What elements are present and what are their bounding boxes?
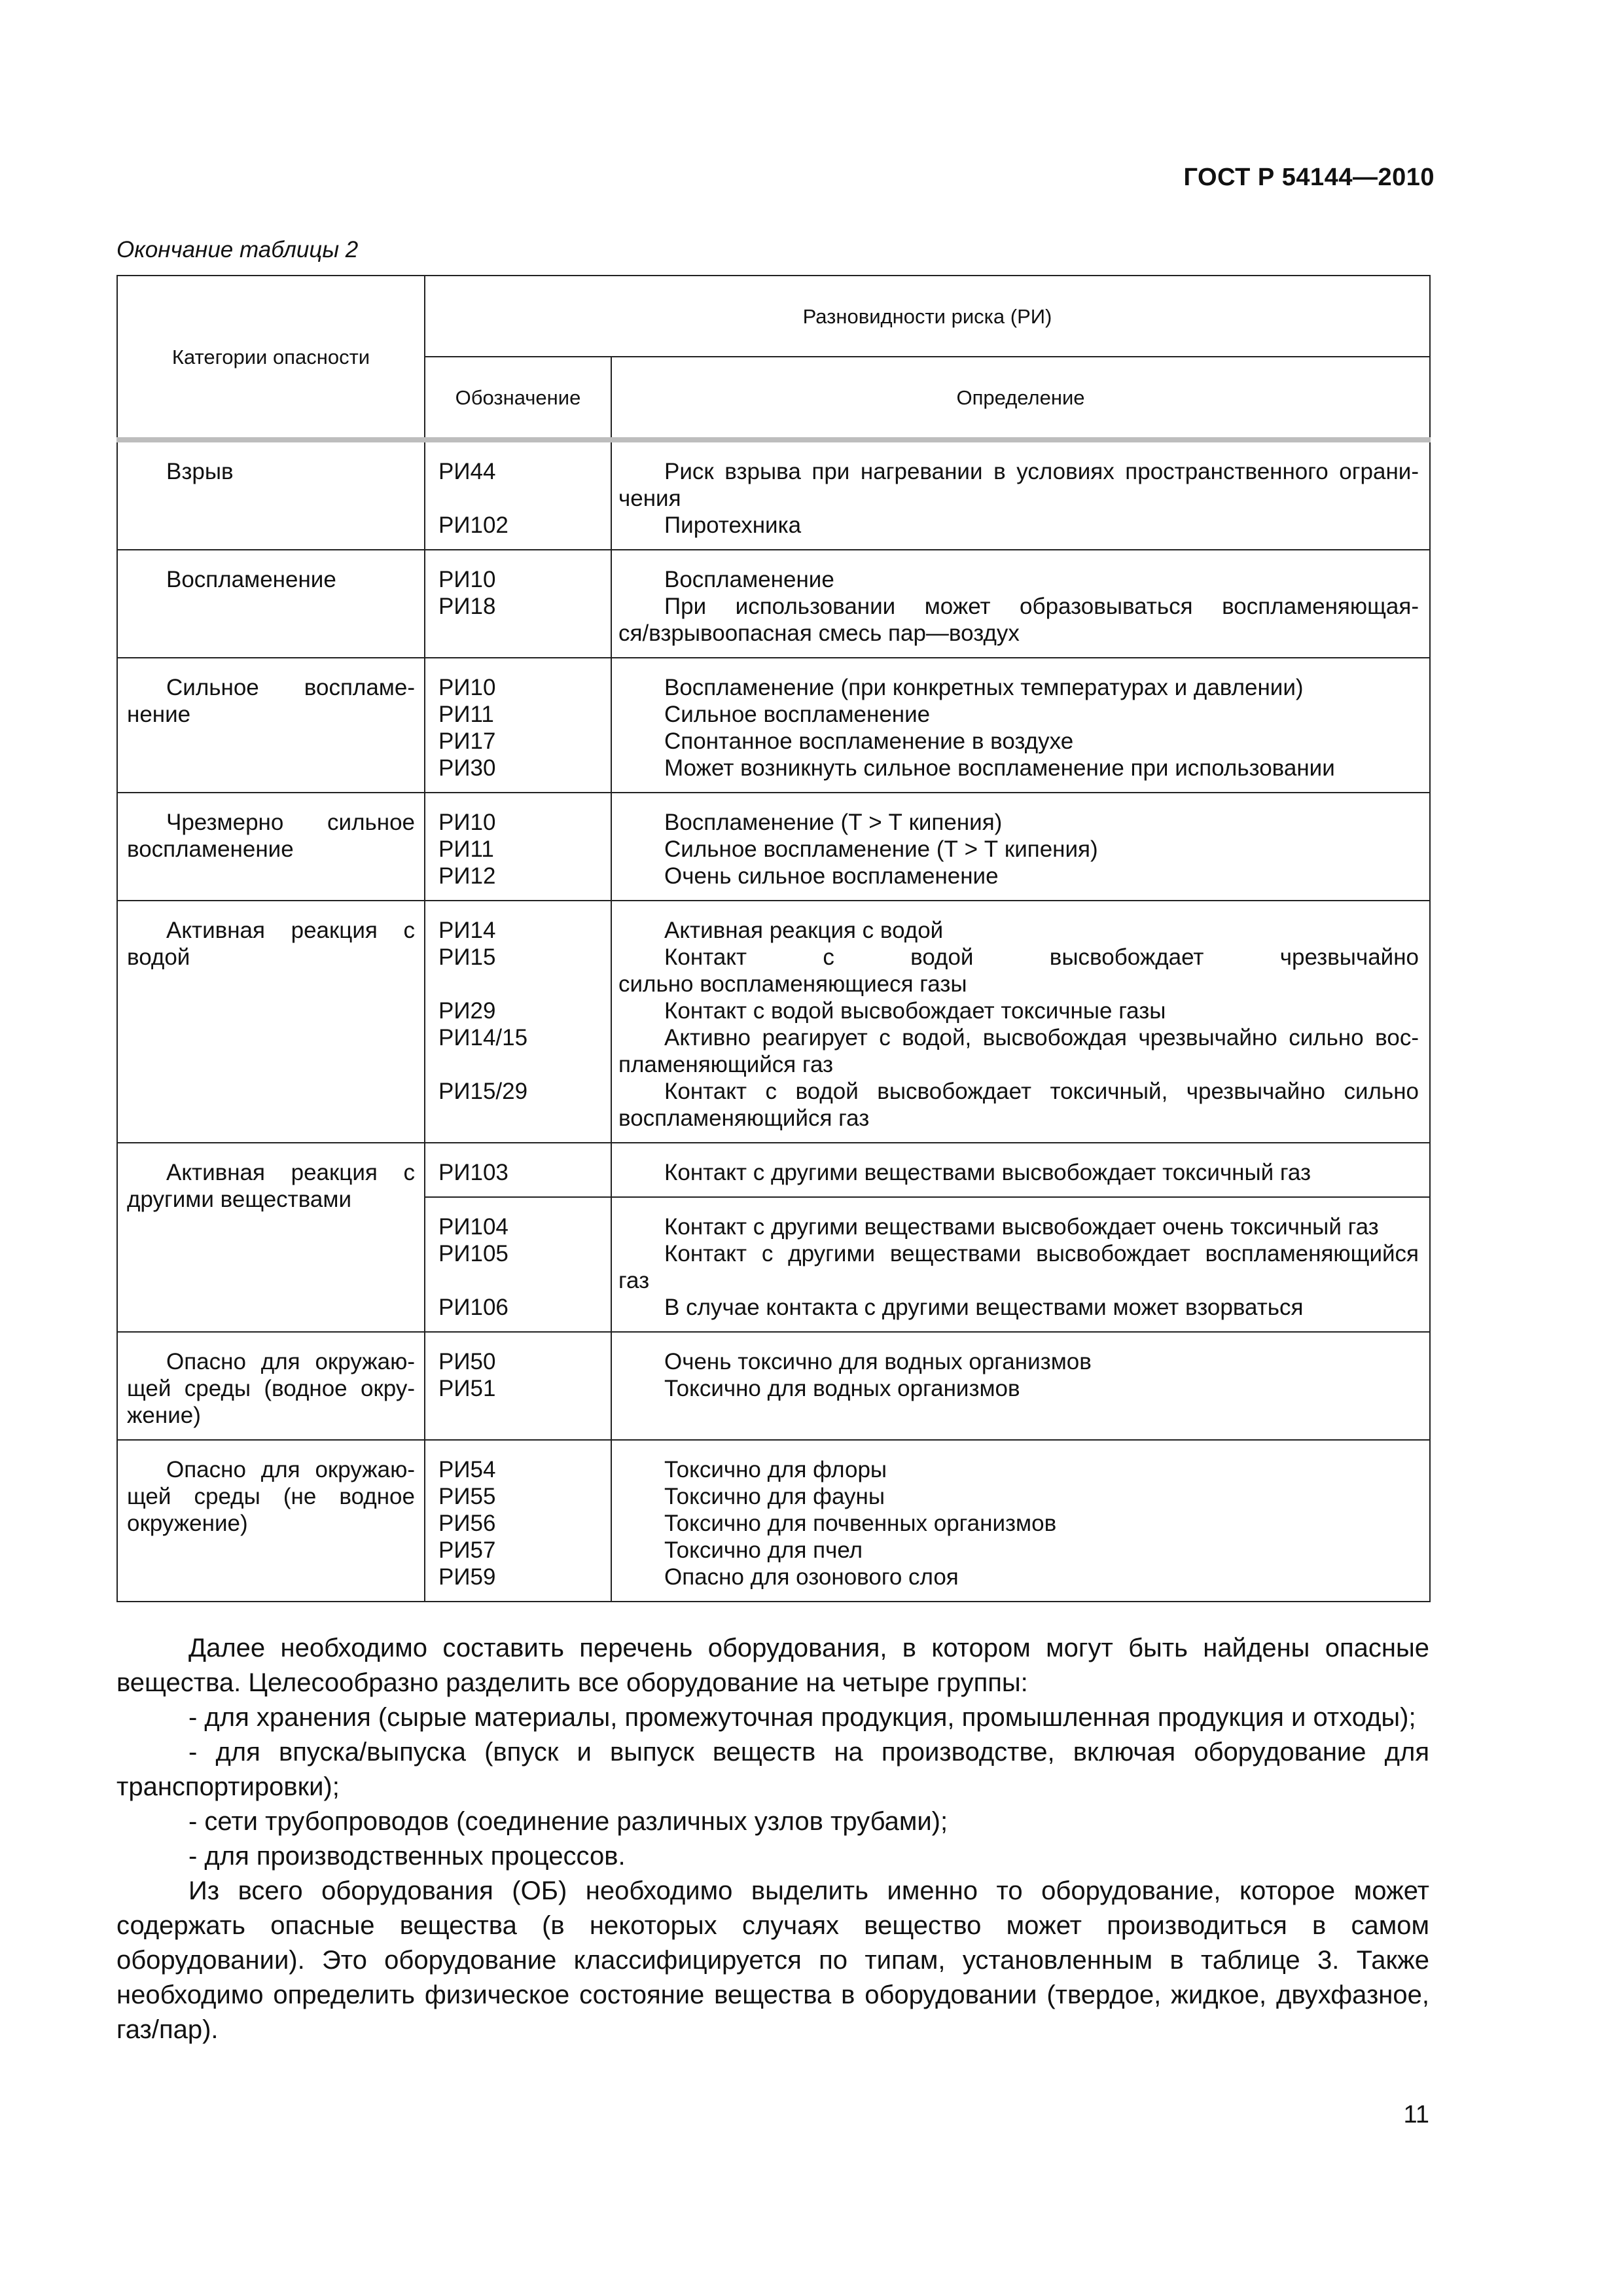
table-row: [117, 550, 1430, 658]
risk-definition-line: Спонтанное воспламенение в воздухе: [664, 728, 1074, 754]
risk-code: РИ55: [438, 1484, 496, 1509]
definition-cell: [611, 440, 1430, 550]
risk-definition-line: Воспламенение: [664, 567, 834, 592]
risk-code: [438, 1267, 597, 1294]
table-row: [117, 1332, 1430, 1440]
risk-code: РИ11: [438, 836, 494, 862]
risk-definition-line: Очень токсично для водных организмов: [664, 1349, 1092, 1374]
risk-definition-line: Токсично для водных организмов: [664, 1376, 1020, 1401]
risk-definition-line: Может возникнуть сильное воспламенение при использовании: [664, 755, 1335, 781]
risk-code: РИ104: [438, 1214, 508, 1240]
list-item: - сети трубопроводов (соединение различных узлов трубами);: [188, 1807, 948, 1836]
risk-code: РИ17: [438, 728, 496, 754]
risk-definition-line: Токсично для фауны: [664, 1484, 885, 1509]
risk-code: [438, 620, 597, 647]
hazard-category-label: Чрезмерно сильное воспламенение: [127, 810, 415, 862]
risk-definition-line: Токсично для почвенных организмов: [664, 1511, 1057, 1536]
risk-definition-line: газ: [618, 1268, 650, 1293]
definition-cell: [611, 1440, 1430, 1602]
risk-definition-line: Активная реакция с водой: [664, 918, 944, 943]
risk-definition-line: воспламеняющийся газ: [618, 1105, 870, 1131]
list-item: - для впуска/выпуска (впуск и выпуск веществ на производстве, включая оборудование для транспортировки);: [116, 1738, 1429, 1801]
code-cell: [425, 440, 611, 550]
risk-code: РИ51: [438, 1376, 496, 1401]
header-category: Категории опасности: [117, 276, 425, 440]
risk-code: РИ30: [438, 755, 496, 781]
body-text: [116, 1631, 1429, 2047]
hazard-category-label: Взрыв: [166, 459, 234, 484]
table-row: [117, 901, 1430, 1143]
risk-code: РИ105: [438, 1241, 508, 1266]
risk-definition-line: Риск взрыва при нагревании в условиях пространственного ограни-: [664, 459, 1419, 484]
table-row: [117, 1143, 1430, 1197]
definition-cell: [611, 1197, 1430, 1332]
hazard-category: [117, 658, 425, 793]
code-cell: [425, 1332, 611, 1440]
risk-definition-line: Контакт с другими веществами высвобождает токсичный газ: [664, 1160, 1311, 1185]
table-row: [117, 658, 1430, 793]
hazard-category-label: Сильное воспламе-нение: [127, 675, 415, 727]
risk-code: РИ11: [438, 702, 494, 727]
risk-definition-line: чения: [618, 486, 681, 511]
table-caption: Окончание таблицы 2: [116, 237, 359, 262]
page-number: 11: [1403, 2101, 1429, 2128]
risk-definition-line: Активно реагирует с водой, высвобождая чрезвычайно сильно вос-: [664, 1025, 1419, 1050]
risk-code: [438, 971, 597, 997]
risk-code: [438, 1105, 597, 1132]
list-item: - для хранения (сырые материалы, промежуточная продукция, промышленная продукция и отходы);: [188, 1703, 1416, 1732]
risk-code: РИ29: [438, 998, 496, 1024]
paragraph: Далее необходимо составить перечень оборудования, в котором могут быть найдены опасные вещества. Целесообразно разделить все оборудование на четыре группы:: [116, 1634, 1429, 1697]
risk-definition-line: Токсично для флоры: [664, 1457, 887, 1482]
risk-code: РИ56: [438, 1511, 496, 1536]
code-cell: [425, 793, 611, 901]
code-cell: [425, 1440, 611, 1602]
definition-cell: [611, 658, 1430, 793]
code-cell: [425, 1197, 611, 1332]
risk-definition-line: В случае контакта с другими веществами может взорваться: [664, 1295, 1304, 1320]
hazard-category: [117, 1143, 425, 1332]
hazard-category-label: Опасно для окружаю-щей среды (не водное окружение): [127, 1457, 415, 1536]
hazard-category: [117, 1440, 425, 1602]
hazard-category-label: Воспламенение: [166, 567, 336, 592]
risk-code: РИ12: [438, 863, 496, 889]
risk-definition-line: Контакт с водой высвобождает токсичный, чрезвычайно сильно: [664, 1079, 1419, 1104]
risk-definition-line: пламеняющийся газ: [618, 1052, 834, 1077]
code-cell: [425, 901, 611, 1143]
hazard-category-label: Активная реакция с водой: [127, 918, 415, 970]
risk-code: РИ57: [438, 1537, 496, 1563]
risk-code: РИ18: [438, 594, 496, 619]
risk-definition-line: Опасно для озонового слоя: [664, 1564, 959, 1590]
risk-code: РИ103: [438, 1160, 508, 1185]
risk-code: РИ14: [438, 918, 496, 943]
hazard-category-label: Активная реакция с другими веществами: [127, 1160, 415, 1212]
risk-code: РИ10: [438, 567, 496, 592]
paragraph: Из всего оборудования (ОБ) необходимо выделить именно то оборудование, которое может содержать опасные вещества (в некоторых случаях вещество может производиться в самом оборудовании). Это оборудование классифицируется по типам, установленным в таблице 3. Также необходимо определить физическое состояние вещества в оборудовании (твердое, жидкое, двухфазное, газ/пар).: [116, 1876, 1429, 2044]
risk-definition-line: Воспламенение (Т > Т кипения): [664, 810, 1003, 835]
risk-code: РИ15: [438, 944, 496, 970]
risk-code: РИ102: [438, 512, 508, 538]
header-risk-types: Разновидности риска (РИ): [425, 276, 1430, 357]
risk-definition-line: Контакт с водой высвобождает токсичные газы: [664, 998, 1166, 1024]
risk-code: РИ106: [438, 1295, 508, 1320]
table-row: [117, 793, 1430, 901]
risk-code: [438, 1051, 597, 1078]
risk-table: [116, 275, 1431, 1602]
risk-code: РИ14/15: [438, 1025, 528, 1050]
risk-definition-line: ся/взрывоопасная смесь пар—воздух: [618, 620, 1020, 646]
definition-cell: [611, 1143, 1430, 1197]
risk-code: РИ44: [438, 459, 496, 484]
document-code: ГОСТ Р 54144—2010: [1183, 164, 1435, 191]
table-row: [117, 1440, 1430, 1602]
header-code: Обозначение: [425, 357, 611, 440]
definition-cell: [611, 1332, 1430, 1440]
hazard-category: [117, 793, 425, 901]
risk-definition-line: Пиротехника: [664, 512, 802, 538]
risk-code: РИ10: [438, 810, 496, 835]
risk-definition-line: Контакт с водой высвобождает чрезвычайно: [664, 944, 1419, 970]
definition-cell: [611, 793, 1430, 901]
code-cell: [425, 550, 611, 658]
risk-definition-line: Контакт с другими веществами высвобождает воспламеняющийся: [664, 1241, 1419, 1266]
risk-code: РИ50: [438, 1349, 496, 1374]
header-definition: Определение: [611, 357, 1430, 440]
risk-definition-line: Контакт с другими веществами высвобождает очень токсичный газ: [664, 1214, 1379, 1240]
risk-code: РИ54: [438, 1457, 496, 1482]
definition-cell: [611, 901, 1430, 1143]
hazard-category: [117, 550, 425, 658]
definition-cell: [611, 550, 1430, 658]
hazard-category: [117, 440, 425, 550]
risk-definition-line: Сильное воспламенение (Т > Т кипения): [664, 836, 1098, 862]
hazard-category-label: Опасно для окружаю-щей среды (водное окру-жение): [127, 1349, 415, 1428]
risk-definition-line: При использовании может образовываться воспламеняющая-: [664, 594, 1419, 619]
table-row: [117, 440, 1430, 550]
hazard-category: [117, 1332, 425, 1440]
risk-code: РИ59: [438, 1564, 496, 1590]
risk-code: [438, 485, 597, 512]
list-item: - для производственных процессов.: [188, 1842, 626, 1871]
code-cell: [425, 1143, 611, 1197]
risk-code: РИ10: [438, 675, 496, 700]
risk-code: РИ15/29: [438, 1079, 528, 1104]
risk-definition-line: Токсично для пчел: [664, 1537, 863, 1563]
risk-definition-line: Очень сильное воспламенение: [664, 863, 999, 889]
risk-definition-line: Сильное воспламенение: [664, 702, 931, 727]
risk-definition-line: Воспламенение (при конкретных температурах и давлении): [664, 675, 1304, 700]
code-cell: [425, 658, 611, 793]
hazard-category: [117, 901, 425, 1143]
risk-definition-line: сильно воспламеняющиеся газы: [618, 971, 967, 997]
